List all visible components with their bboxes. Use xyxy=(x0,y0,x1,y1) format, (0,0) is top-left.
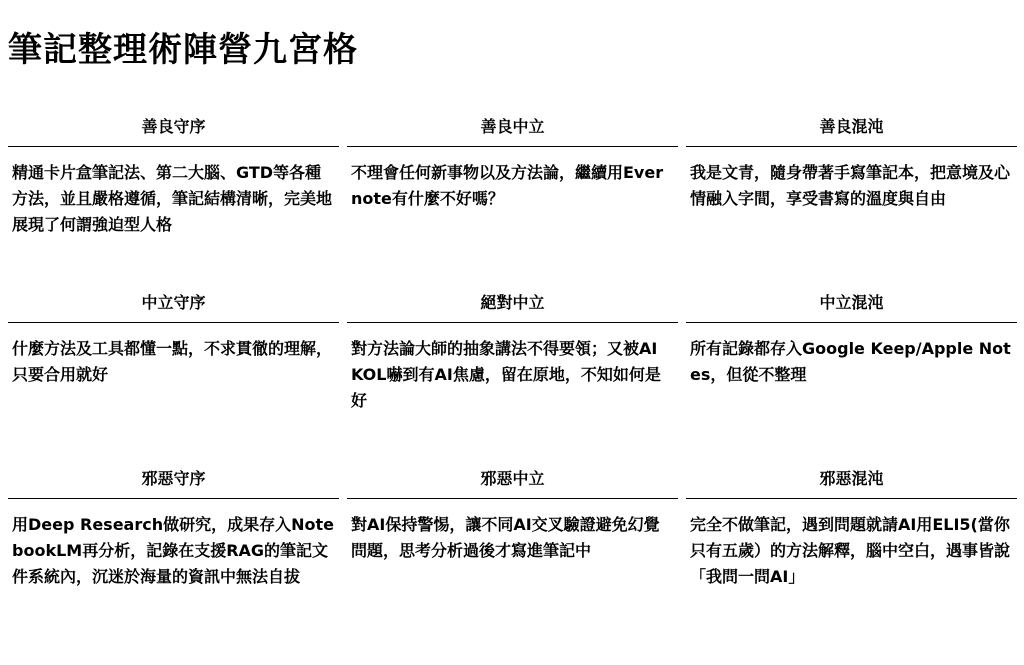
cell-heading: 中立混沌 xyxy=(686,284,1017,323)
cell-heading: 善良中立 xyxy=(347,108,678,147)
cell-heading: 邪惡中立 xyxy=(347,460,678,499)
cell-heading: 邪惡守序 xyxy=(8,460,339,499)
cell-heading: 邪惡混沌 xyxy=(686,460,1017,499)
cell-description: 什麼方法及工具都懂一點，不求貫徹的理解，只要合用就好 xyxy=(12,339,333,384)
cell-description: 精通卡片盒筆記法、第二大腦、GTD等各種方法，並且嚴格遵循，筆記結構清晰，完美地展現了何謂強迫型人格 xyxy=(12,163,333,234)
cell-neutral-evil xyxy=(347,460,678,636)
cell-lawful-good xyxy=(8,108,339,284)
cell-description: 對方法論大師的抽象講法不得要領；又被AI KOL嚇到有AI焦慮，留在原地，不知如何是好 xyxy=(351,339,661,410)
cell-neutral-good xyxy=(347,108,678,284)
cell-description: 我是文青，隨身帶著手寫筆記本，把意境及心情融入字間，享受書寫的溫度與自由 xyxy=(690,163,1011,208)
cell-heading: 中立守序 xyxy=(8,284,339,323)
cell-chaotic-good xyxy=(686,108,1017,284)
cell-heading: 善良守序 xyxy=(8,108,339,147)
cell-chaotic-evil xyxy=(686,460,1017,636)
cell-description: 對AI保持警惕，讓不同AI交叉驗證避免幻覺問題，思考分析過後才寫進筆記中 xyxy=(351,515,660,560)
cell-heading: 善良混沌 xyxy=(686,108,1017,147)
cell-description: 不理會任何新事物以及方法論，繼續用Evernote有什麼不好嗎？ xyxy=(351,163,664,208)
cell-description: 用Deep Research做研究，成果存入NotebookLM再分析，記錄在支援RAG的筆記文件系統內，沉迷於海量的資訊中無法自拔 xyxy=(12,515,335,586)
cell-true-neutral xyxy=(347,284,678,460)
page-title: 筆記整理術陣營九宮格 xyxy=(8,30,358,70)
cell-heading: 絕對中立 xyxy=(347,284,678,323)
cell-description: 完全不做筆記，遇到問題就請AI用ELI5(當你只有五歲）的方法解釋，腦中空白，遇事皆說「我問一問AI」 xyxy=(690,515,1011,586)
cell-chaotic-neutral xyxy=(686,284,1017,460)
cell-lawful-evil xyxy=(8,460,339,636)
alignment-grid xyxy=(8,108,1016,636)
cell-lawful-neutral xyxy=(8,284,339,460)
cell-description: 所有記錄都存入Google Keep/Apple Notes，但從不整理 xyxy=(690,339,1011,384)
